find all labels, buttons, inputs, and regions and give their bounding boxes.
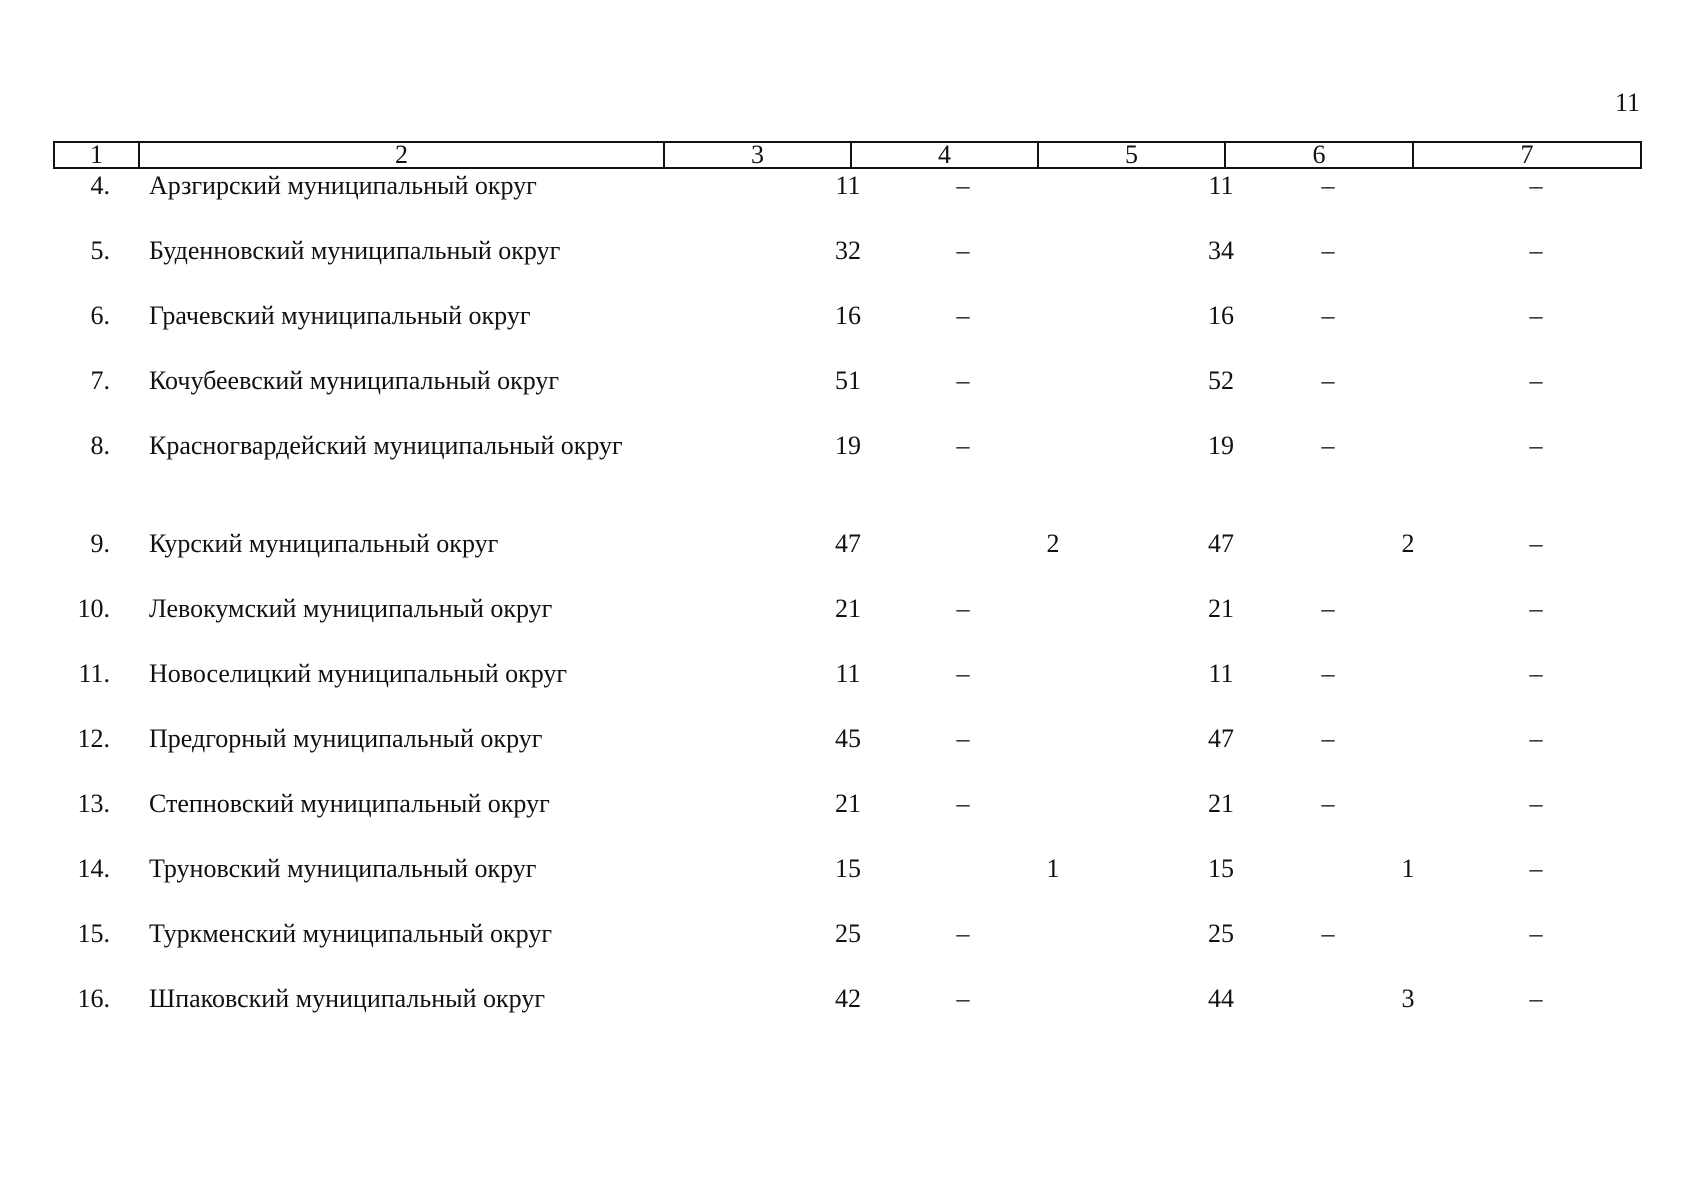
col-5-value: 44 — [1208, 984, 1234, 1013]
district-name: Степновский муниципальный округ — [149, 789, 550, 818]
col-5-value: 15 — [1208, 854, 1234, 883]
table-row — [53, 719, 1640, 784]
col-7-value: – — [1529, 659, 1543, 688]
col-4-value: – — [956, 366, 970, 395]
col-5-value: 47 — [1208, 724, 1234, 753]
col-3-value: 42 — [835, 984, 861, 1013]
col-4-value: 1 — [1046, 854, 1060, 883]
col-3-value: 45 — [835, 724, 861, 753]
col-4-value: – — [956, 236, 970, 265]
col-5-value: 11 — [1208, 659, 1234, 688]
table-row — [53, 979, 1640, 1044]
col-5-value: 21 — [1208, 789, 1234, 818]
col-4-value: – — [956, 789, 970, 818]
col-4-value: 2 — [1046, 529, 1060, 558]
col-4-value: – — [956, 919, 970, 948]
header-col-3: 3 — [664, 142, 851, 168]
col-5-value: 34 — [1208, 236, 1234, 265]
district-name: Труновский муниципальный округ — [149, 854, 537, 883]
col-3-value: 11 — [835, 171, 861, 200]
col-4-value: – — [956, 724, 970, 753]
district-name: Арзгирский муниципальный округ — [149, 171, 537, 200]
col-4-value: – — [956, 171, 970, 200]
row-number: 14. — [77, 854, 110, 883]
col-7-value: – — [1529, 529, 1543, 558]
col-6-value: 3 — [1401, 984, 1415, 1013]
col-6-value: – — [1321, 919, 1335, 948]
page-number: 11 — [1614, 88, 1640, 117]
row-number: 4. — [90, 171, 110, 200]
column-number-header — [53, 141, 1642, 169]
district-name: Левокумский муниципальный округ — [149, 594, 553, 623]
col-6-value: – — [1321, 789, 1335, 818]
col-7-value: – — [1529, 789, 1543, 818]
col-7-value: – — [1529, 431, 1543, 460]
table-row — [53, 654, 1640, 719]
col-3-value: 11 — [835, 659, 861, 688]
header-row — [54, 142, 1641, 168]
col-6-value: 2 — [1401, 529, 1415, 558]
col-7-value: – — [1529, 594, 1543, 623]
col-7-value: – — [1529, 724, 1543, 753]
col-3-value: 16 — [835, 301, 861, 330]
table-row — [53, 784, 1640, 849]
table-row — [53, 849, 1640, 914]
header-col-2: 2 — [139, 142, 664, 168]
col-3-value: 25 — [835, 919, 861, 948]
district-name: Кочубеевский муниципальный округ — [149, 366, 560, 395]
row-number: 11. — [78, 659, 110, 688]
col-7-value: – — [1529, 854, 1543, 883]
col-4-value: – — [956, 594, 970, 623]
table-row — [53, 426, 1640, 524]
row-number: 15. — [77, 919, 110, 948]
table-row — [53, 231, 1640, 296]
table-row — [53, 589, 1640, 654]
district-name: Буденновский муниципальный округ — [149, 236, 561, 265]
col-7-value: – — [1529, 366, 1543, 395]
col-3-value: 21 — [835, 594, 861, 623]
col-7-value: – — [1529, 301, 1543, 330]
row-number: 12. — [77, 724, 110, 753]
header-col-7: 7 — [1413, 142, 1641, 168]
row-number: 7. — [90, 366, 110, 395]
district-name: Грачевский муниципальный округ — [149, 301, 531, 330]
col-6-value: – — [1321, 301, 1335, 330]
row-number: 10. — [77, 594, 110, 623]
district-name: Туркменский муниципальный округ — [149, 919, 552, 948]
col-3-value: 51 — [835, 366, 861, 395]
row-number: 6. — [90, 301, 110, 330]
col-5-value: 47 — [1208, 529, 1234, 558]
district-name: Шпаковский муниципальный округ — [149, 984, 545, 1013]
row-number: 8. — [90, 431, 110, 460]
table-row — [53, 524, 1640, 589]
col-4-value: – — [956, 984, 970, 1013]
header-col-5: 5 — [1038, 142, 1225, 168]
district-name: Предгорный муниципальный округ — [149, 724, 543, 753]
col-5-value: 52 — [1208, 366, 1234, 395]
table-row — [53, 166, 1640, 231]
col-5-value: 25 — [1208, 919, 1234, 948]
table-row — [53, 361, 1640, 426]
col-7-value: – — [1529, 984, 1543, 1013]
col-7-value: – — [1529, 236, 1543, 265]
col-5-value: 16 — [1208, 301, 1234, 330]
col-6-value: – — [1321, 431, 1335, 460]
col-5-value: 11 — [1208, 171, 1234, 200]
col-3-value: 19 — [835, 431, 861, 460]
col-5-value: 21 — [1208, 594, 1234, 623]
table-body — [53, 166, 1640, 1044]
col-6-value: – — [1321, 724, 1335, 753]
district-name: Красногвардейский муниципальный округ — [149, 431, 623, 460]
header-col-1: 1 — [54, 142, 139, 168]
header-col-6: 6 — [1225, 142, 1413, 168]
col-4-value: – — [956, 659, 970, 688]
col-3-value: 47 — [835, 529, 861, 558]
table-row — [53, 914, 1640, 979]
col-6-value: – — [1321, 594, 1335, 623]
row-number: 16. — [77, 984, 110, 1013]
col-7-value: – — [1529, 919, 1543, 948]
col-4-value: – — [956, 301, 970, 330]
row-number: 9. — [90, 529, 110, 558]
col-6-value: 1 — [1401, 854, 1415, 883]
col-5-value: 19 — [1208, 431, 1234, 460]
district-name: Новоселицкий муниципальный округ — [149, 659, 568, 688]
col-4-value: – — [956, 431, 970, 460]
col-3-value: 32 — [835, 236, 861, 265]
row-number: 5. — [90, 236, 110, 265]
col-6-value: – — [1321, 366, 1335, 395]
table-row — [53, 296, 1640, 361]
col-6-value: – — [1321, 171, 1335, 200]
col-7-value: – — [1529, 171, 1543, 200]
col-6-value: – — [1321, 236, 1335, 265]
col-3-value: 21 — [835, 789, 861, 818]
col-3-value: 15 — [835, 854, 861, 883]
header-col-4: 4 — [851, 142, 1038, 168]
district-name: Курский муниципальный округ — [149, 529, 499, 558]
row-number: 13. — [77, 789, 110, 818]
col-6-value: – — [1321, 659, 1335, 688]
